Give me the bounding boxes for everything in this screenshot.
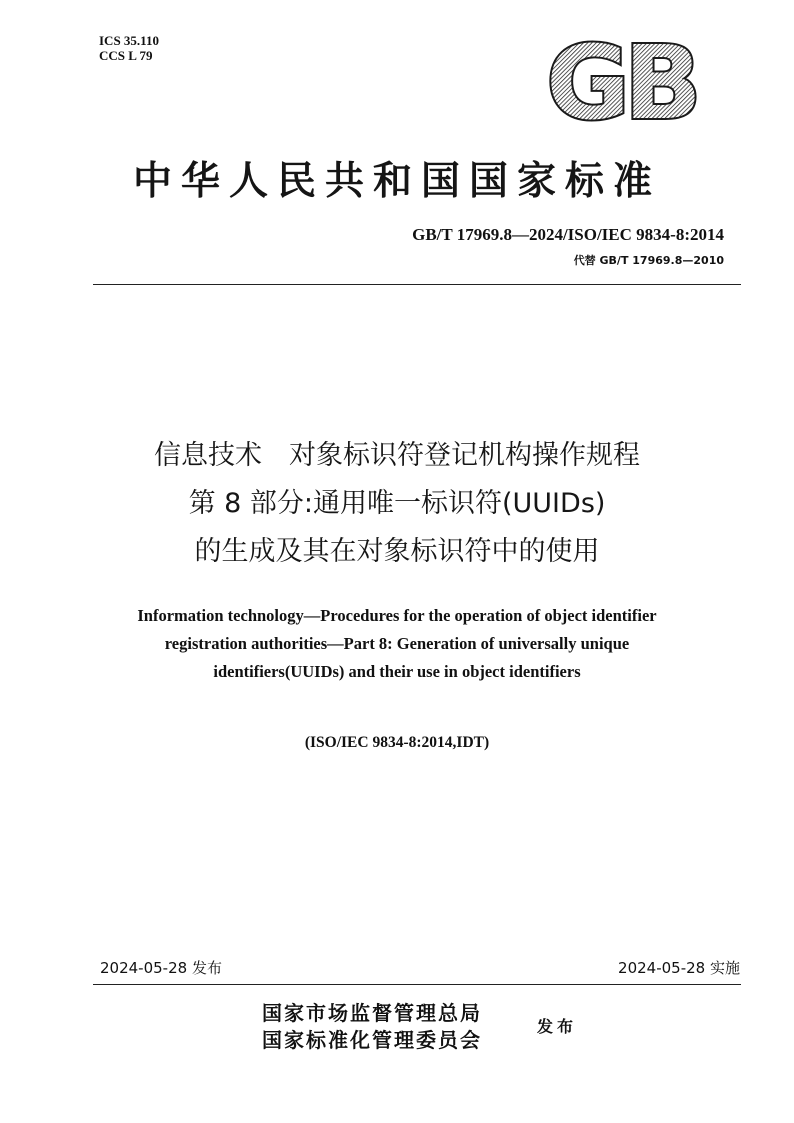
- standard-number: GB/T 17969.8—2024/ISO/IEC 9834-8:2014: [412, 225, 724, 244]
- issuer-name: 国家标准化管理委员会: [262, 1028, 482, 1052]
- issuing-authorities: [262, 1000, 482, 1054]
- national-standard-title: 中华人民共和国国家标准: [132, 159, 661, 204]
- english-title-line: registration authorities—Part 8: Generation of universally unique: [164, 634, 630, 653]
- chinese-title-line: 第 8 部分:通用唯一标识符(UUIDs): [188, 488, 606, 519]
- english-title-line: Information technology—Procedures for the operation of object identifier: [137, 606, 657, 625]
- english-title: [0, 602, 794, 686]
- bottom-divider: [93, 984, 741, 985]
- gb-logo: [541, 38, 701, 124]
- publish-date: 2024-05-28 发布: [100, 959, 222, 977]
- issuer-name: 国家市场监督管理总局: [262, 1001, 482, 1025]
- classification-codes: [99, 33, 159, 63]
- ccs-code: CCS L 79: [99, 48, 153, 63]
- equivalence-note: (ISO/IEC 9834-8:2014,IDT): [304, 734, 490, 751]
- chinese-title-line: 信息技术 对象标识符登记机构操作规程: [154, 440, 640, 471]
- ics-code: ICS 35.110: [99, 33, 159, 48]
- top-divider: [93, 284, 741, 285]
- replaces-note: 代替 GB/T 17969.8—2010: [573, 254, 724, 267]
- chinese-title-line: 的生成及其在对象标识符中的使用: [194, 536, 600, 567]
- english-title-line: identifiers(UUIDs) and their use in object identifiers: [213, 662, 581, 681]
- chinese-title: [0, 432, 794, 576]
- issue-label: 发布: [537, 1017, 578, 1036]
- implement-date: 2024-05-28 实施: [618, 959, 740, 977]
- gb-logo-text: GB: [546, 38, 696, 124]
